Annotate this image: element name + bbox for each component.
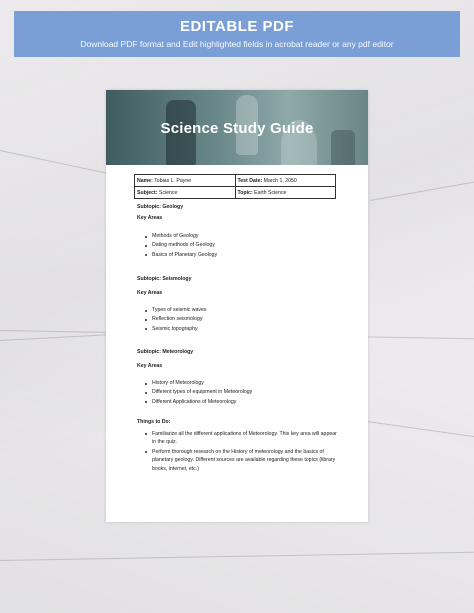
test-date-label: Test Date: xyxy=(237,177,263,184)
list-item: History of Meteorology xyxy=(145,379,252,388)
key-areas-list xyxy=(145,232,217,260)
document-title: Science Study Guide xyxy=(160,120,314,137)
banner-subtitle: Download PDF format and Edit highlighted fields in acrobat reader or any pdf editor xyxy=(80,39,394,49)
list-item: Basics of Planetary Geology xyxy=(145,251,217,260)
key-areas-label: Key Areas xyxy=(137,290,163,296)
things-to-do-list xyxy=(145,430,341,474)
subject-label: Subject: xyxy=(137,189,158,196)
name-value: Tobias L. Payne xyxy=(154,177,192,184)
key-areas-label: Key Areas xyxy=(137,215,163,221)
list-item: Different Applications of Meteorology xyxy=(145,398,252,407)
marble-vein xyxy=(370,181,474,201)
name-cell[interactable] xyxy=(135,175,236,187)
subtopic-heading: Subtopic: Seismology xyxy=(137,276,192,282)
editable-pdf-banner xyxy=(14,11,460,57)
things-to-do-heading: Things to Do: xyxy=(137,419,171,425)
list-item: Types of seismic waves xyxy=(145,306,207,315)
test-date-value: March 1, 2050 xyxy=(263,177,297,184)
subject-cell[interactable] xyxy=(135,187,236,199)
key-areas-list xyxy=(145,306,207,334)
list-item: Dating methods of Geology xyxy=(145,241,217,250)
list-item: Methods of Geology xyxy=(145,232,217,241)
key-areas-list xyxy=(145,379,252,407)
header-image xyxy=(106,90,368,165)
list-item: Reflection seismology xyxy=(145,315,207,324)
subject-value: Science xyxy=(158,189,178,196)
marble-vein xyxy=(0,552,474,561)
list-item: Perform thorough research on the History of meteorology and the basics of planetary geology. Different sources are available regarding these topics (library books, internet, etc.) xyxy=(145,448,341,473)
marble-vein xyxy=(360,420,474,438)
list-item: Different types of equipment in Meteorology xyxy=(145,388,252,397)
key-areas-label: Key Areas xyxy=(137,363,163,369)
topic-label: Topic: xyxy=(237,189,253,196)
list-item: Seismic topography xyxy=(145,325,207,334)
topic-value: Earth Science xyxy=(254,189,287,196)
marble-vein xyxy=(0,150,108,174)
topic-cell[interactable] xyxy=(235,187,336,199)
name-label: Name: xyxy=(137,177,153,184)
test-date-cell[interactable] xyxy=(235,175,336,187)
subtopic-heading: Subtopic: Meteorology xyxy=(137,349,194,355)
info-table xyxy=(134,174,336,199)
list-item: Familiarize all the different applications of Meteorology. This key area will appear in the quiz. xyxy=(145,430,341,447)
document-page xyxy=(106,90,368,522)
subtopic-heading: Subtopic: Geology xyxy=(137,204,184,210)
banner-title: EDITABLE PDF xyxy=(179,18,295,35)
